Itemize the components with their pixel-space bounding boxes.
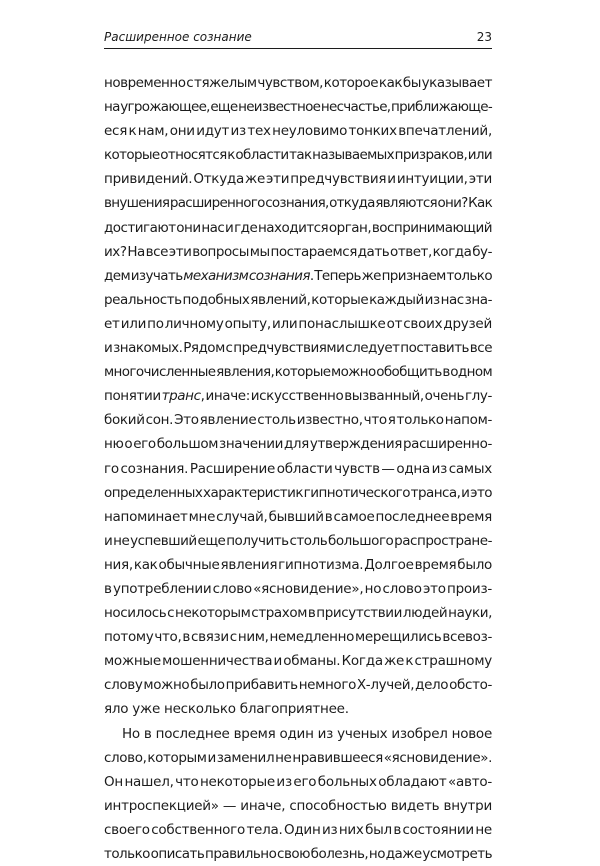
text-line: яло уже несколько благоприятнее. bbox=[104, 701, 349, 718]
text-line: слову можно было прибавить немного Х-лучей, дело обсто- bbox=[104, 677, 492, 694]
text-line bbox=[104, 384, 492, 408]
header-rule bbox=[104, 48, 492, 49]
text-line: потому что, в связи с ним, немедленно мерещились всевоз- bbox=[104, 629, 492, 646]
text-line: достигают они нас и где находится орган, воспринимающий bbox=[104, 219, 492, 236]
running-title: Расширенное сознание bbox=[104, 30, 252, 44]
text-line: в употреблении слово «ясновидение», но слово это произ- bbox=[104, 580, 492, 597]
text-line: только описать правильно свою болезнь, но даже усмотреть bbox=[104, 846, 492, 862]
text-run: понятии bbox=[104, 388, 162, 405]
text-line: бокий сон. Это явление столь известно, что я только напом- bbox=[104, 412, 492, 429]
text-line: своего собственного тела. Один из них был в состоянии не bbox=[104, 821, 492, 838]
text-line: слово, которым и заменил не нравившееся «ясновидение». bbox=[104, 749, 492, 766]
text-line: Он нашел, что некоторые из его больных обладают «авто- bbox=[104, 773, 492, 790]
text-line: носилось с некоторым страхом в присутствии людей науки, bbox=[104, 605, 492, 622]
text-line: определенных характеристик гипнотического транса, и это bbox=[104, 484, 492, 501]
text-line: новременно с тяжелым чувством, которое как бы указывает bbox=[104, 75, 492, 91]
text-line: ния, как обычные явления гипнотизма. Долгое время было bbox=[104, 556, 492, 573]
text-line: на угрожающее, еще неизвестное несчастье, приближающе- bbox=[104, 99, 492, 116]
paragraph-first-line: Но в последнее время один из ученых изобрел новое bbox=[122, 725, 492, 742]
emphasis-trance: транс bbox=[161, 388, 201, 405]
text-line: привидений. Откуда же эти предчувствия и интуиции, эти bbox=[104, 171, 492, 188]
text-line: можные мошенничества и обманы. Когда же к страшному bbox=[104, 653, 492, 670]
body-text bbox=[104, 71, 492, 866]
page-header bbox=[104, 27, 492, 51]
text-run: , иначе: искусственно вызванный, очень глу- bbox=[200, 388, 492, 405]
text-line: напоминает мне случай, бывший в самое последнее время bbox=[104, 508, 492, 525]
text-line: ет или по личному опыту, или понаслышке от своих друзей bbox=[104, 315, 492, 332]
text-line: которые относятся к области так называемых призраков, или bbox=[104, 147, 492, 164]
text-line: внушения расширенного сознания, откуда являются они? Как bbox=[104, 195, 492, 212]
text-line: многочисленные явления, которые можно обобщить в одном bbox=[104, 364, 492, 381]
text-run: . Теперь же признаем только bbox=[309, 267, 492, 284]
text-line: еся к нам, они идут из тех неуловимо тонких впечатлений, bbox=[104, 123, 492, 140]
page-number: 23 bbox=[476, 30, 492, 44]
text-line: реальность подобных явлений, которые каждый из нас зна- bbox=[104, 291, 492, 308]
text-line: ню о его большом значении для утверждения расширенно- bbox=[104, 436, 492, 453]
emphasis-mechanism-of-consciousness: механизм сознания bbox=[183, 267, 310, 284]
text-line: и не успевший еще получить столь большого распростране- bbox=[104, 532, 492, 549]
text-line: интроспекцией» — иначе, способностью видеть внутри bbox=[104, 797, 492, 814]
text-line: го сознания. Расширение области чувств — одна из самых bbox=[104, 460, 492, 477]
text-line: и знакомых. Рядом с предчувствиями следует поставить все bbox=[104, 340, 492, 357]
text-line: их? На все эти вопросы мы постараемся дать ответ, когда бу- bbox=[104, 243, 492, 260]
text-run: дем изучать bbox=[104, 267, 184, 284]
text-line bbox=[104, 264, 492, 288]
